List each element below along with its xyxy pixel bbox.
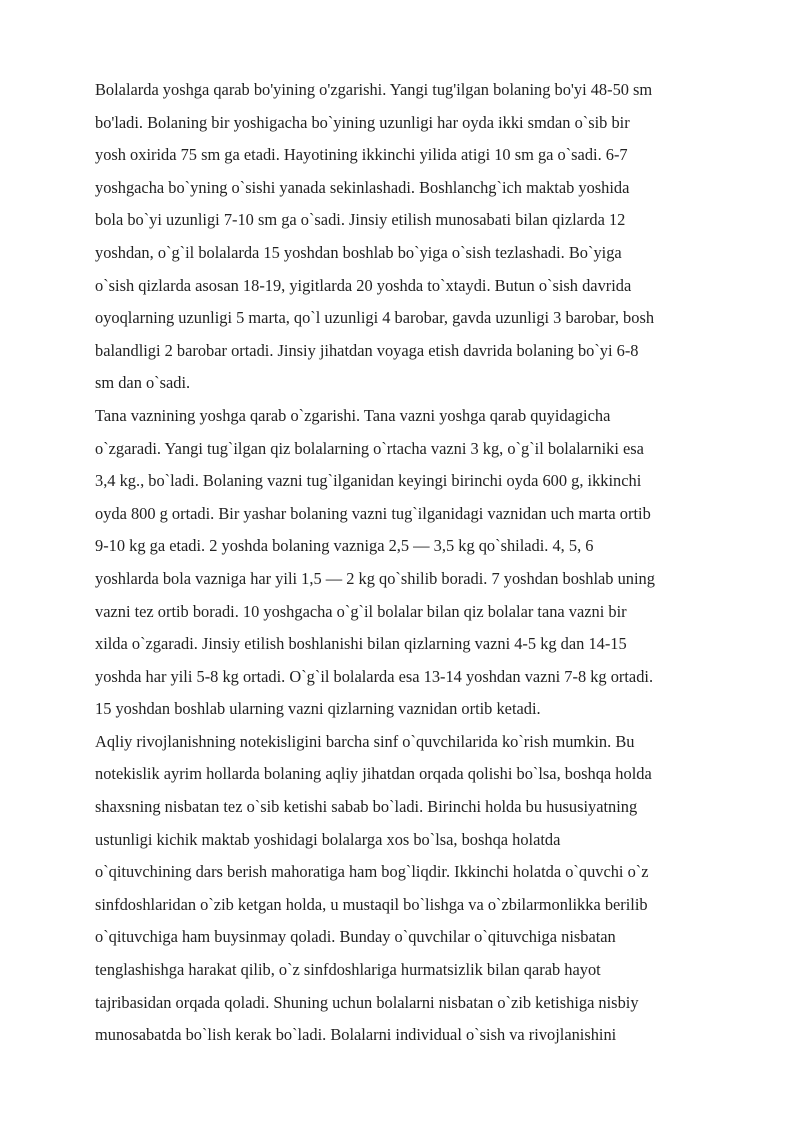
text-line: oyoqlarning uzunligi 5 marta, qo`l uzunligi 4 barobar, gavda uzunligi 3 barobar, bosh	[95, 308, 655, 328]
paragraph-mental-development	[95, 726, 745, 1052]
text-line: bo'ladi. Bolaning bir yoshigacha bo`yining uzunligi har oyda ikki smdan o`sib bir	[95, 112, 630, 132]
text-line: vazni tez ortib boradi. 10 yoshgacha o`g`il bolalar bilan qiz bolalar tana vazni bir	[95, 601, 627, 621]
text-line: o`zgaradi. Yangi tug`ilgan qiz bolalarning o`rtacha vazni 3 kg, o`g`il bolalarniki esa	[95, 438, 644, 458]
paragraph-height-growth	[95, 74, 745, 400]
text-line: o`qituvchiga ham buysinmay qoladi. Bunday o`quvchilar o`qituvchiga nisbatan	[95, 927, 616, 947]
text-line: Bolalarda yoshga qarab bo'yining o'zgarishi. Yangi tug'ilgan bolaning bo'yi 48-50 sm	[95, 80, 653, 99]
text-line: oyda 800 g ortadi. Bir yashar bolaning vazni tug`ilganidagi vaznidan uch marta ortib	[95, 503, 651, 523]
text-line: sm dan o`sadi.	[95, 373, 191, 393]
text-line: 9-10 kg ga etadi. 2 yoshda bolaning vazniga 2,5 — 3,5 kg qo`shiladi. 4, 5, 6	[95, 536, 594, 556]
text-line: shaxsning nisbatan tez o`sib ketishi sabab bo`ladi. Birinchi holda bu hususiyatning	[95, 797, 638, 817]
text-line: tenglashishga harakat qilib, o`z sinfdoshlariga hurmatsizlik bilan qarab hayot	[95, 960, 601, 980]
text-line: yosh oxirida 75 sm ga etadi. Hayotining ikkinchi yilida atigi 10 sm ga o`sadi. 6-7	[95, 145, 628, 165]
text-line: xilda o`zgaradi. Jinsiy etilish boshlanishi bilan qizlarning vazni 4-5 kg dan 14-15	[95, 634, 627, 654]
text-line: tajribasidan orqada qoladi. Shuning uchun bolalarni nisbatan o`zib ketishiga nisbiy	[95, 992, 639, 1012]
text-line: bola bo`yi uzunligi 7-10 sm ga o`sadi. Jinsiy etilish munosabati bilan qizlarda 12	[95, 210, 626, 230]
text-line: o`qituvchining dars berish mahoratiga ham bog`liqdir. Ikkinchi holatda o`quvchi o`z	[95, 862, 649, 882]
text-line: Tana vaznining yoshga qarab o`zgarishi. Tana vazni yoshga qarab quyidagicha	[95, 405, 611, 425]
paragraph-body-weight	[95, 400, 745, 726]
text-line: munosabatda bo`lish kerak bo`ladi. Bolalarni individual o`sish va rivojlanishini	[95, 1025, 617, 1045]
text-line: sinfdoshlaridan o`zib ketgan holda, u mustaqil bo`lishga va o`zbilarmonlikka berilib	[95, 894, 648, 914]
text-line: balandligi 2 barobar ortadi. Jinsiy jihatdan voyaga etish davrida bolaning bo`yi 6-8	[95, 340, 639, 360]
text-line: yoshgacha bo`yning o`sishi yanada sekinlashadi. Boshlanchg`ich maktab yoshida	[95, 177, 630, 197]
text-line: o`sish qizlarda asosan 18-19, yigitlarda 20 yoshda to`xtaydi. Butun o`sish davrida	[95, 275, 632, 295]
text-line: yoshlarda bola vazniga har yili 1,5 — 2 kg qo`shilib boradi. 7 yoshdan boshlab uning	[95, 568, 655, 588]
text-line: yoshdan, o`g`il bolalarda 15 yoshdan boshlab bo`yiga o`sish tezlashadi. Bo`yiga	[95, 242, 622, 262]
text-line: ustunligi kichik maktab yoshidagi bolalarga xos bo`lsa, boshqa holatda	[95, 829, 561, 849]
text-line: notekislik ayrim hollarda bolaning aqliy jihatdan orqada qolishi bo`lsa, boshqa holda	[95, 764, 652, 784]
text-line: 3,4 kg., bo`ladi. Bolaning vazni tug`ilganidan keyingi birinchi oyda 600 g, ikkinchi	[95, 471, 642, 491]
text-line: yoshda har yili 5-8 kg ortadi. O`g`il bolalarda esa 13-14 yoshdan vazni 7-8 kg ortadi.	[95, 666, 654, 686]
text-line: 15 yoshdan boshlab ularning vazni qizlarning vaznidan ortib ketadi.	[95, 699, 541, 719]
document-body	[95, 74, 745, 1052]
text-line: Aqliy rivojlanishning notekisligini barcha sinf o`quvchilarida ko`rish mumkin. Bu	[95, 731, 635, 751]
